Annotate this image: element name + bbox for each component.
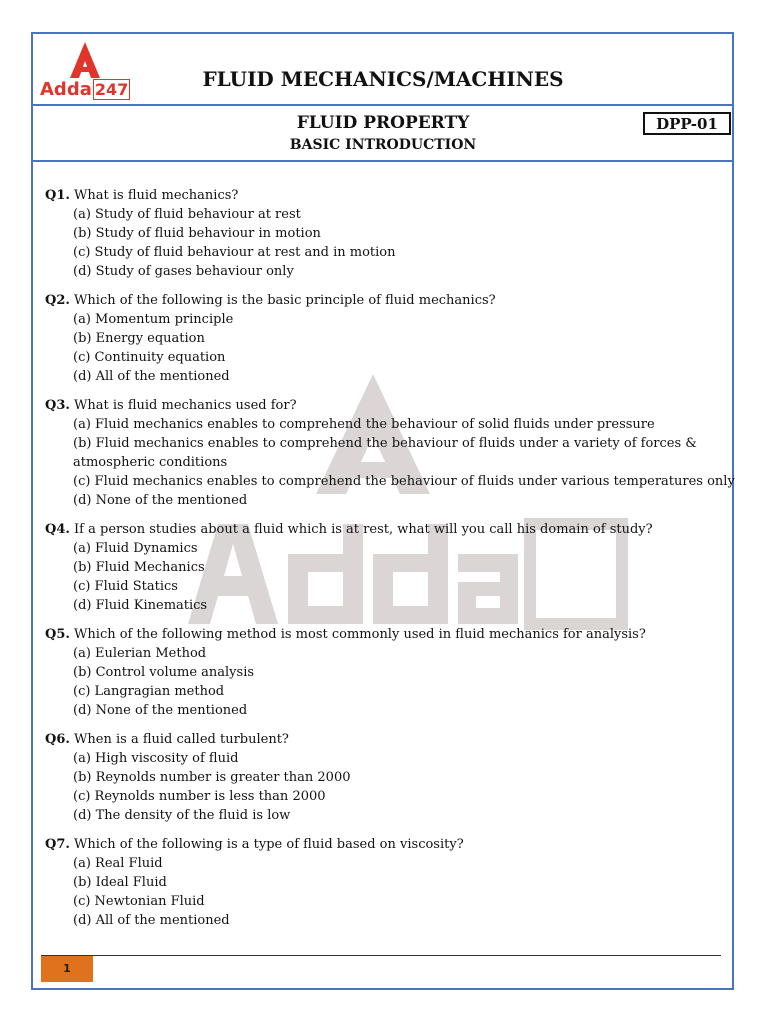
option-b: (b) Control volume analysis	[73, 665, 255, 680]
option-c: (c) Study of fluid behaviour at rest and in motion	[73, 245, 396, 260]
option-d: (d) All of the mentioned	[73, 369, 230, 384]
option-c: (c) Fluid mechanics enables to comprehend the behaviour of fluids under various temperatures only	[73, 474, 735, 489]
option-a: (a) Fluid Dynamics	[73, 541, 198, 556]
adda247-logo	[40, 41, 132, 103]
document-title: FLUID MECHANICS/MACHINES	[202, 67, 564, 91]
question-text: What is fluid mechanics?	[74, 188, 239, 203]
footer-divider	[41, 955, 721, 956]
question-number: Q5.	[45, 627, 70, 642]
option-a: (a) Fluid mechanics enables to comprehend the behaviour of solid fluids under pressure	[73, 417, 655, 432]
option-a: (a) Real Fluid	[73, 856, 163, 871]
subtopic-title: BASIC INTRODUCTION	[289, 137, 477, 153]
question-text: Which of the following is the basic principle of fluid mechanics?	[74, 293, 496, 308]
option-d: (d) None of the mentioned	[73, 703, 248, 718]
option-d: (d) All of the mentioned	[73, 913, 230, 928]
option-b: (b) Study of fluid behaviour in motion	[73, 226, 321, 241]
question-number: Q7.	[45, 837, 70, 852]
question-5	[45, 625, 725, 720]
option-c: (c) Langragian method	[73, 684, 225, 699]
option-b: (b) Energy equation	[73, 331, 205, 346]
option-a: (a) Momentum principle	[73, 312, 234, 327]
question-list	[45, 186, 735, 940]
option-c: (c) Reynolds number is less than 2000	[73, 789, 326, 804]
option-d: (d) Study of gases behaviour only	[73, 264, 294, 279]
question-number: Q3.	[45, 398, 70, 413]
adda-a-icon	[68, 41, 102, 79]
option-c: (c) Continuity equation	[73, 350, 226, 365]
dpp-tag: DPP-01	[643, 112, 731, 135]
question-7	[45, 835, 725, 930]
option-c: (c) Newtonian Fluid	[73, 894, 205, 909]
topic-header	[33, 104, 732, 162]
question-text: If a person studies about a fluid which is at rest, what will you call his domain of study?	[74, 522, 653, 537]
option-a: (a) Study of fluid behaviour at rest	[73, 207, 301, 222]
question-4	[45, 520, 725, 615]
question-6	[45, 730, 725, 825]
option-d: (d) None of the mentioned	[73, 493, 248, 508]
question-text: What is fluid mechanics used for?	[74, 398, 297, 413]
option-d: (d) The density of the fluid is low	[73, 808, 291, 823]
question-number: Q4.	[45, 522, 70, 537]
option-a: (a) Eulerian Method	[73, 646, 207, 661]
question-3	[45, 396, 735, 510]
option-b: (b) Ideal Fluid	[73, 875, 167, 890]
option-b: (b) Reynolds number is greater than 2000	[73, 770, 351, 785]
option-d: (d) Fluid Kinematics	[73, 598, 208, 613]
question-1	[45, 186, 725, 281]
logo-text: Adda	[40, 79, 92, 100]
question-text: When is a fluid called turbulent?	[74, 732, 289, 747]
question-number: Q2.	[45, 293, 70, 308]
question-number: Q6.	[45, 732, 70, 747]
page-frame	[31, 32, 734, 990]
option-a: (a) High viscosity of fluid	[73, 751, 239, 766]
question-text: Which of the following method is most commonly used in fluid mechanics for analysis?	[74, 627, 646, 642]
option-b: (b) Fluid mechanics enables to comprehend the behaviour of fluids under a variety of forces & atmospheric conditions	[73, 436, 697, 470]
option-b: (b) Fluid Mechanics	[73, 560, 205, 575]
option-c: (c) Fluid Statics	[73, 579, 178, 594]
question-text: Which of the following is a type of fluid based on viscosity?	[74, 837, 464, 852]
logo-wordmark	[40, 80, 130, 100]
page-number-badge: 1	[41, 956, 93, 982]
topic-title: FLUID PROPERTY	[296, 113, 470, 133]
logo-number: 247	[94, 80, 129, 99]
question-number: Q1.	[45, 188, 70, 203]
question-2	[45, 291, 725, 386]
page-header	[33, 34, 732, 106]
